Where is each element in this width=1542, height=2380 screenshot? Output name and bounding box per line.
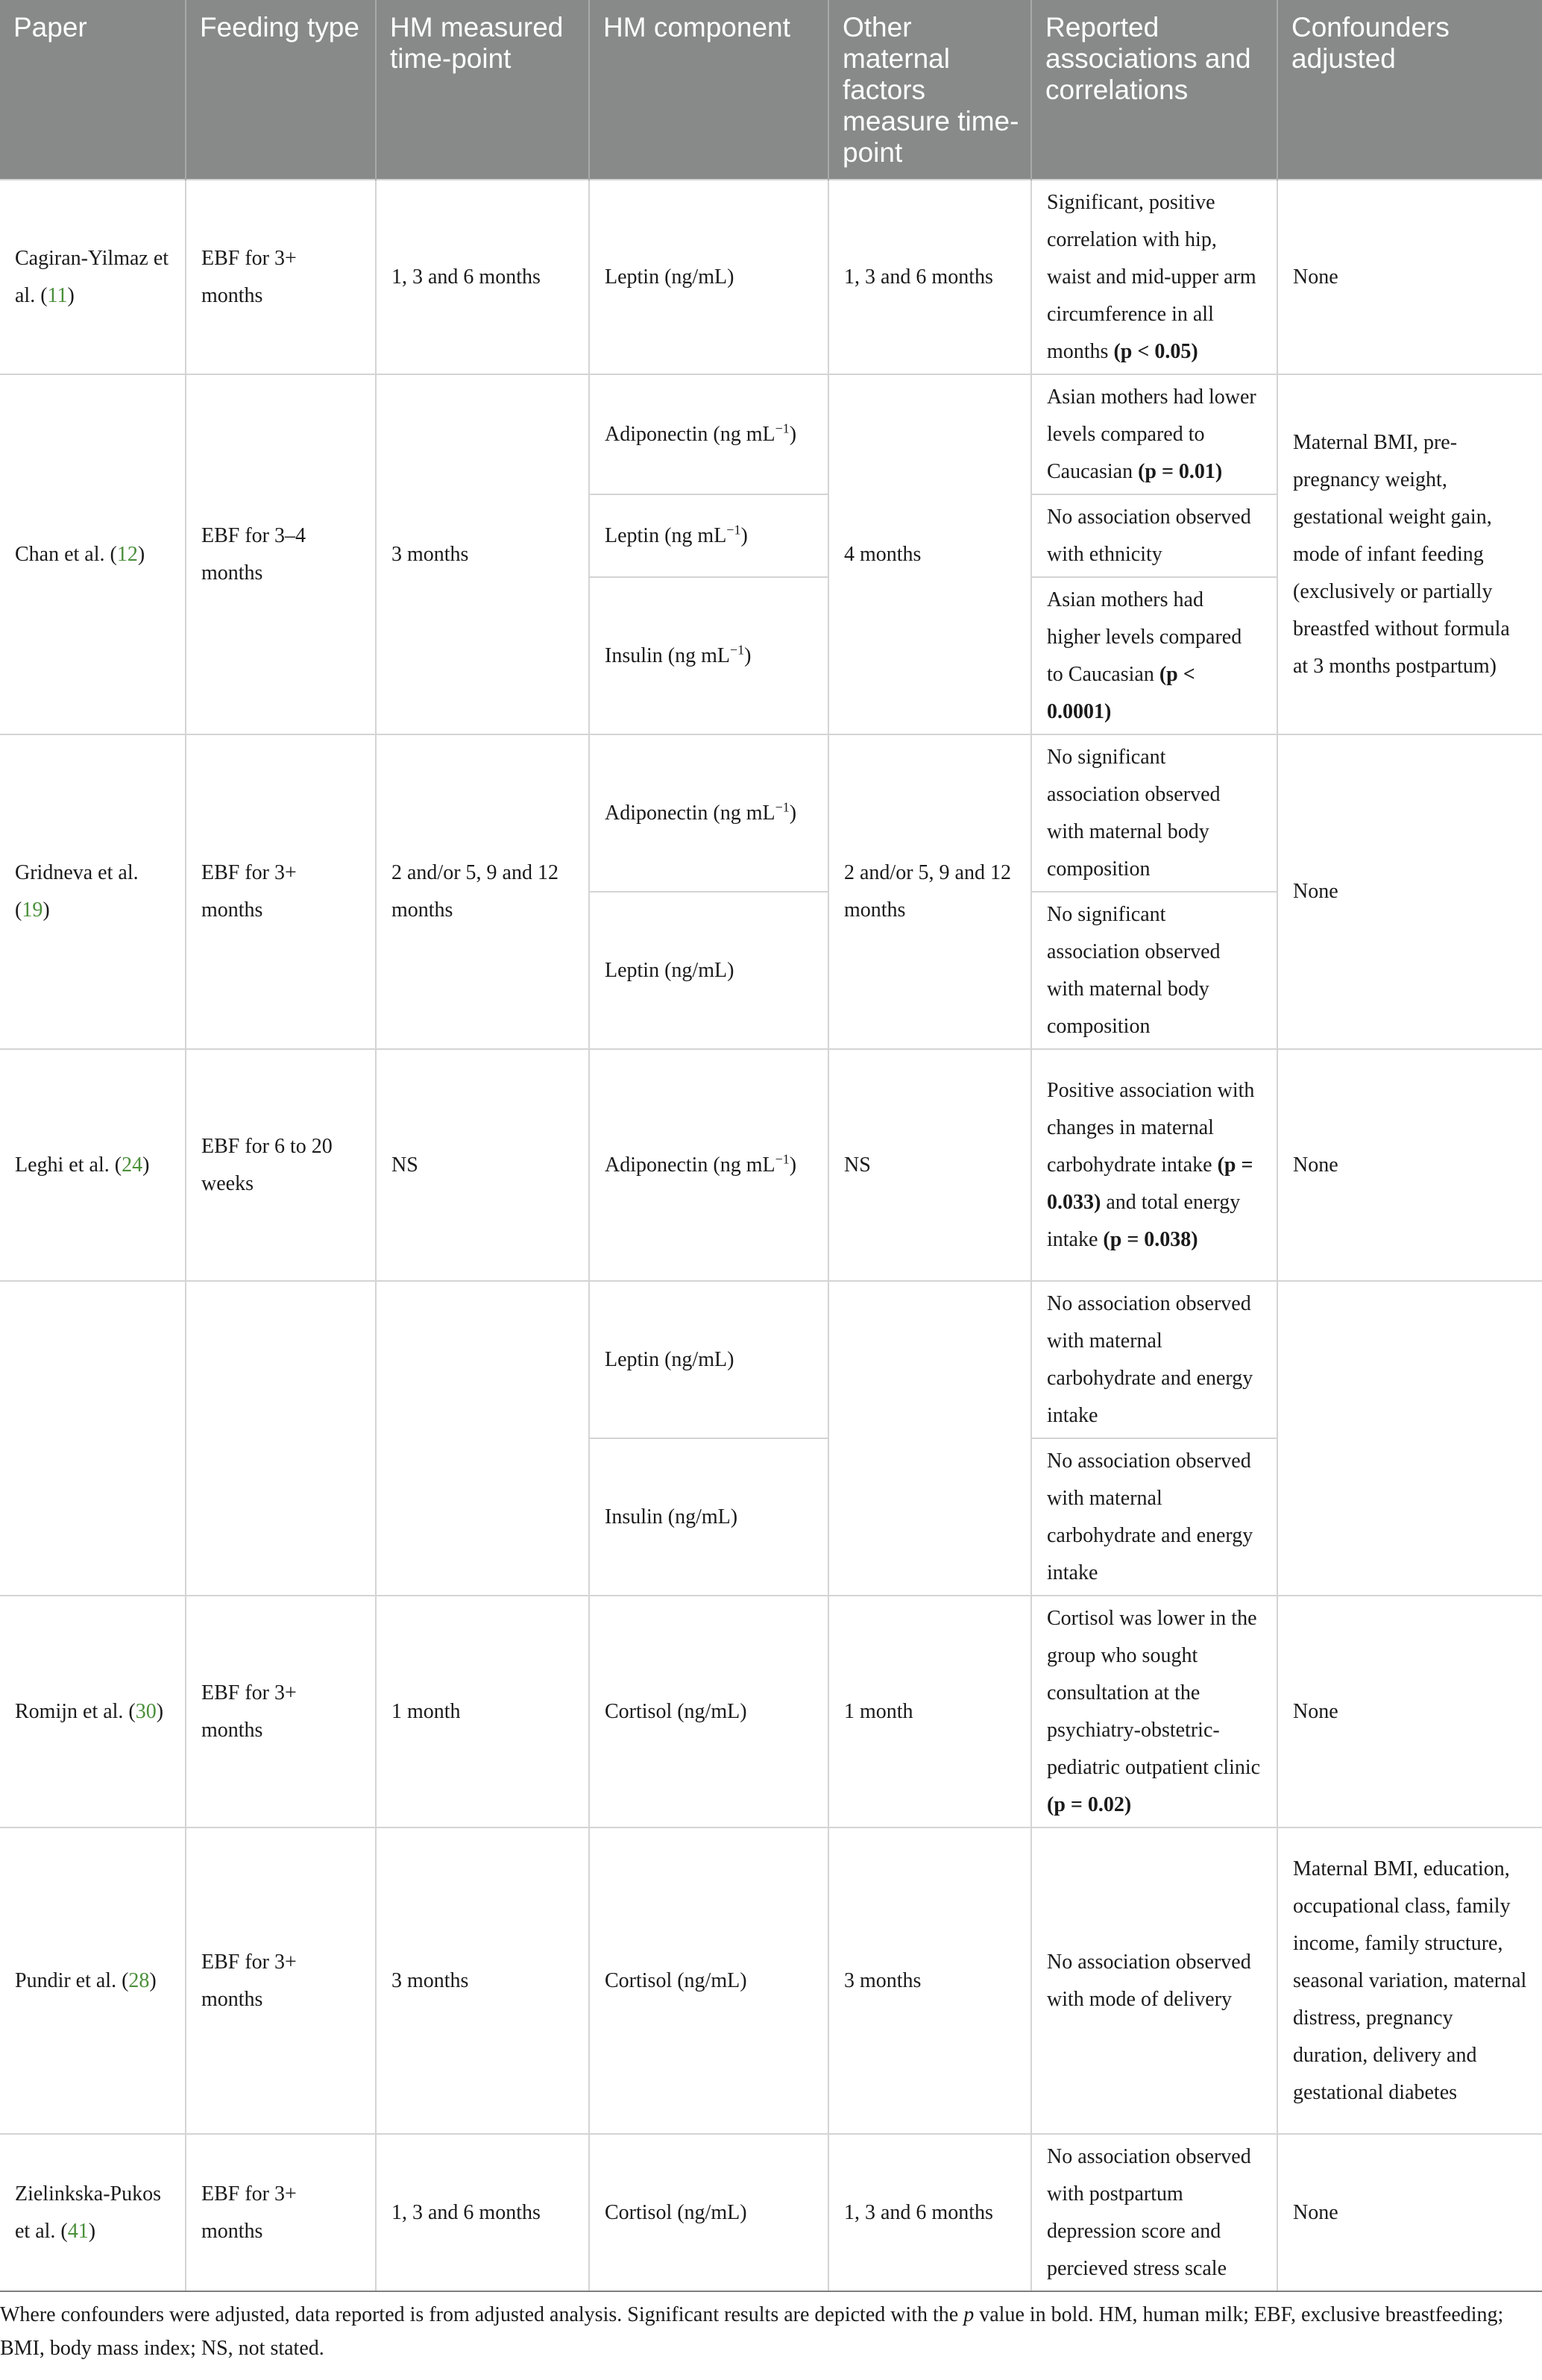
component-cell: Adiponectin (ng $mL^{-1}$) xyxy=(589,734,828,892)
header-confounders: Confounders adjusted xyxy=(1277,0,1542,180)
hm-time-cell: 3 months xyxy=(376,374,589,734)
feeding-cell: EBF for 6 to 20 weeks xyxy=(186,1049,376,1281)
component-cell: Leptin (ng/mL) xyxy=(589,180,828,374)
component-cell: Cortisol (ng/mL) xyxy=(589,1828,828,2134)
component-cell: Cortisol (ng/mL) xyxy=(589,2134,828,2291)
header-hm-component: HM component xyxy=(589,0,828,180)
hm-time-cell: 2 and/or 5, 9 and 12 months xyxy=(376,734,589,1049)
feeding-cell: EBF for 3+ months xyxy=(186,180,376,374)
confounders-cell: None xyxy=(1277,1596,1542,1828)
empty-cell xyxy=(376,1281,589,1596)
component-cell: Leptin (ng/mL) xyxy=(589,892,828,1049)
feeding-cell: EBF for 3+ months xyxy=(186,2134,376,2291)
table-row xyxy=(0,374,1542,494)
other-time-cell: 4 months xyxy=(828,374,1031,734)
other-time-cell: 1, 3 and 6 months xyxy=(828,2134,1031,2291)
reference-link[interactable]: 19 xyxy=(22,898,43,922)
feeding-cell: EBF for 3+ months xyxy=(186,1596,376,1828)
empty-cell xyxy=(0,1281,186,1596)
reference-link[interactable]: 24 xyxy=(122,1153,143,1177)
association-cell: No association observed with mode of delivery xyxy=(1031,1828,1277,2134)
empty-cell xyxy=(1277,1281,1542,1596)
other-time-cell: NS xyxy=(828,1049,1031,1281)
confounders-cell: Maternal BMI, education, occupational class, family income, family structure, seasonal variation, maternal distress, pregnancy duration, delivery and gestational diabetes xyxy=(1277,1828,1542,2134)
paper-cell: Gridneva et al. (19) xyxy=(0,734,186,1049)
table-row xyxy=(0,1281,1542,1438)
table-row xyxy=(0,2134,1542,2291)
table-row xyxy=(0,1828,1542,2134)
confounders-cell: None xyxy=(1277,734,1542,1049)
feeding-cell: EBF for 3+ months xyxy=(186,734,376,1049)
other-time-cell: 2 and/or 5, 9 and 12 months xyxy=(828,734,1031,1049)
association-cell: No association observed with maternal carbohydrate and energy intake xyxy=(1031,1281,1277,1438)
reference-link[interactable]: 41 xyxy=(67,2219,89,2243)
feeding-cell: EBF for 3–4 months xyxy=(186,374,376,734)
other-time-cell: 3 months xyxy=(828,1828,1031,2134)
empty-cell xyxy=(828,1281,1031,1596)
empty-cell xyxy=(186,1281,376,1596)
reference-link[interactable]: 12 xyxy=(116,542,138,566)
association-cell: Cortisol was lower in the group who sought consultation at the psychiatry-obstetric-pediatric outpatient clinic (p = 0.02) xyxy=(1031,1596,1277,1828)
paper-cell: Zielinkska-Pukos et al. (41) xyxy=(0,2134,186,2291)
association-cell: No association observed with ethnicity xyxy=(1031,494,1277,577)
association-cell: Asian mothers had lower levels compared to Caucasian (p = 0.01) xyxy=(1031,374,1277,494)
association-cell: Significant, positive correlation with hip, waist and mid-upper arm circumference in all months (p < 0.05) xyxy=(1031,180,1277,374)
header-hm-time-point: HM measured time-point xyxy=(376,0,589,180)
paper-cell: Pundir et al. (28) xyxy=(0,1828,186,2134)
other-time-cell: 1 month xyxy=(828,1596,1031,1828)
reference-link[interactable]: 28 xyxy=(128,1968,150,1992)
component-cell: Cortisol (ng/mL) xyxy=(589,1596,828,1828)
component-cell: Leptin (ng $mL^{-1}$) xyxy=(589,494,828,577)
feeding-cell: EBF for 3+ months xyxy=(186,1828,376,2134)
table-row xyxy=(0,180,1542,374)
association-cell: No significant association observed with maternal body composition xyxy=(1031,892,1277,1049)
association-cell: Asian mothers had higher levels compared to Caucasian (p < 0.0001) xyxy=(1031,577,1277,734)
confounders-cell: Maternal BMI, pre-pregnancy weight, gestational weight gain, mode of infant feeding (exclusively or partially breastfed without formula at 3 months postpartum) xyxy=(1277,374,1542,734)
association-cell: Positive association with changes in maternal carbohydrate intake (p = 0.033) and total energy intake (p = 0.038) xyxy=(1031,1049,1277,1281)
paper-cell: Leghi et al. (24) xyxy=(0,1049,186,1281)
component-cell: Leptin (ng/mL) xyxy=(589,1281,828,1438)
header-row xyxy=(0,0,1542,180)
reference-link[interactable]: 11 xyxy=(47,283,68,307)
table-footnote: Where confounders were adjusted, data reported is from adjusted analysis. Significant results are depicted with the p value in bold. HM, human milk; EBF, exclusive breastfeeding; BMI, body mass index; NS, not stated. xyxy=(0,2303,1504,2360)
component-cell: Adiponectin (ng $mL^{-1}$) xyxy=(589,374,828,494)
component-cell: Insulin (ng $mL^{-1}$) xyxy=(589,577,828,734)
hm-time-cell: 3 months xyxy=(376,1828,589,2134)
paper-cell: Cagiran-Yilmaz et al. (11) xyxy=(0,180,186,374)
hm-time-cell: 1, 3 and 6 months xyxy=(376,180,589,374)
other-time-cell: 1, 3 and 6 months xyxy=(828,180,1031,374)
header-other-factors: Other maternal factors measure time-point xyxy=(828,0,1031,180)
hm-time-cell: NS xyxy=(376,1049,589,1281)
paper-cell: Romijn et al. (30) xyxy=(0,1596,186,1828)
header-associations: Reported associations and correlations xyxy=(1031,0,1277,180)
hm-time-cell: 1, 3 and 6 months xyxy=(376,2134,589,2291)
component-cell: Insulin (ng/mL) xyxy=(589,1438,828,1596)
header-feeding-type: Feeding type xyxy=(186,0,376,180)
reference-link[interactable]: 30 xyxy=(135,1699,157,1723)
hm-time-cell: 1 month xyxy=(376,1596,589,1828)
table-row xyxy=(0,1049,1542,1281)
header-paper: Paper xyxy=(0,0,186,180)
confounders-cell: None xyxy=(1277,180,1542,374)
component-cell: Adiponectin (ng $mL^{-1}$) xyxy=(589,1049,828,1281)
association-cell: No significant association observed with maternal body composition xyxy=(1031,734,1277,892)
confounders-cell: None xyxy=(1277,1049,1542,1281)
association-cell: No association observed with maternal carbohydrate and energy intake xyxy=(1031,1438,1277,1596)
table-row xyxy=(0,734,1542,892)
paper-cell: Chan et al. (12) xyxy=(0,374,186,734)
association-cell: No association observed with postpartum depression score and percieved stress scale xyxy=(1031,2134,1277,2291)
table-row xyxy=(0,1596,1542,1828)
confounders-cell: None xyxy=(1277,2134,1542,2291)
